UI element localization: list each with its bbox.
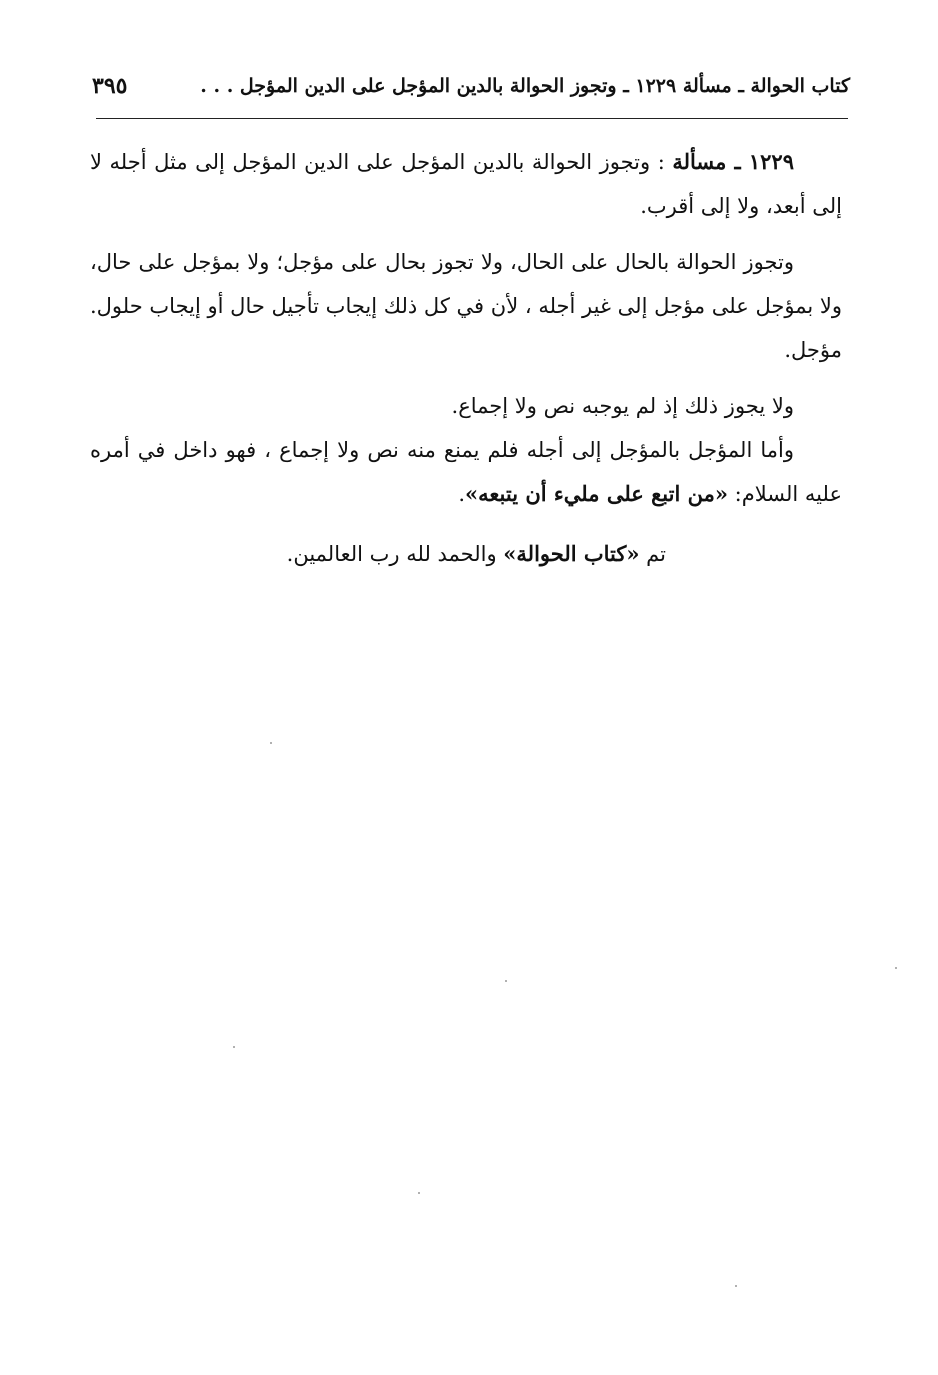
evidence-text: وأما المؤجل بالمؤجل إلى أجله فلم يمنع منه نص ولا إجماع ، فهو داخل في أمره عليه السلام: bbox=[90, 438, 842, 506]
scan-speck bbox=[418, 1192, 420, 1194]
issue-number: ١٢٢٩ ـ مسألة bbox=[672, 149, 794, 174]
paragraph-hadith-evidence bbox=[90, 428, 842, 516]
evidence-end: . bbox=[458, 482, 466, 506]
paragraph-no-text-or-consensus: ولا يجوز ذلك إذ لم يوجبه نص ولا إجماع. bbox=[451, 394, 794, 418]
closing-before: تم bbox=[639, 542, 666, 566]
scan-speck bbox=[270, 742, 272, 744]
scan-speck bbox=[735, 1285, 737, 1287]
paragraph-hawala-rules: وتجوز الحوالة بالحال على الحال، ولا تجوز بحال على مؤجل؛ ولا بمؤجل على حال، ولا بمؤجل على مؤجل إلى غير أجله ، لأن في كل ذلك إيجاب تأجيل حال أو إيجاب حلول. مؤجل. bbox=[90, 250, 842, 362]
page-header bbox=[92, 66, 850, 106]
header-divider bbox=[96, 118, 848, 119]
paragraph-issue-1229 bbox=[90, 140, 842, 228]
hadith-quote: «من اتبع على مليء أن يتبعه» bbox=[465, 481, 728, 506]
scan-speck bbox=[895, 967, 897, 969]
closing-book-title: «كتاب الحوالة» bbox=[503, 541, 640, 566]
scan-speck bbox=[233, 1046, 235, 1048]
page-number: ٣٩٥ bbox=[92, 73, 128, 99]
scan-speck bbox=[505, 980, 507, 982]
main-text bbox=[90, 140, 842, 576]
issue-text: : وتجوز الحوالة بالدين المؤجل على الدين المؤجل إلى مثل أجله لا إلى أبعد، ولا إلى أقرب. bbox=[90, 150, 842, 218]
running-title: كتاب الحوالة ـ مسألة ١٢٢٩ ـ وتجوز الحوالة بالدين المؤجل على الدين المؤجل . . . bbox=[200, 75, 850, 97]
closing-after: والحمد لله رب العالمين. bbox=[286, 542, 504, 566]
book-closing-line bbox=[90, 532, 842, 576]
